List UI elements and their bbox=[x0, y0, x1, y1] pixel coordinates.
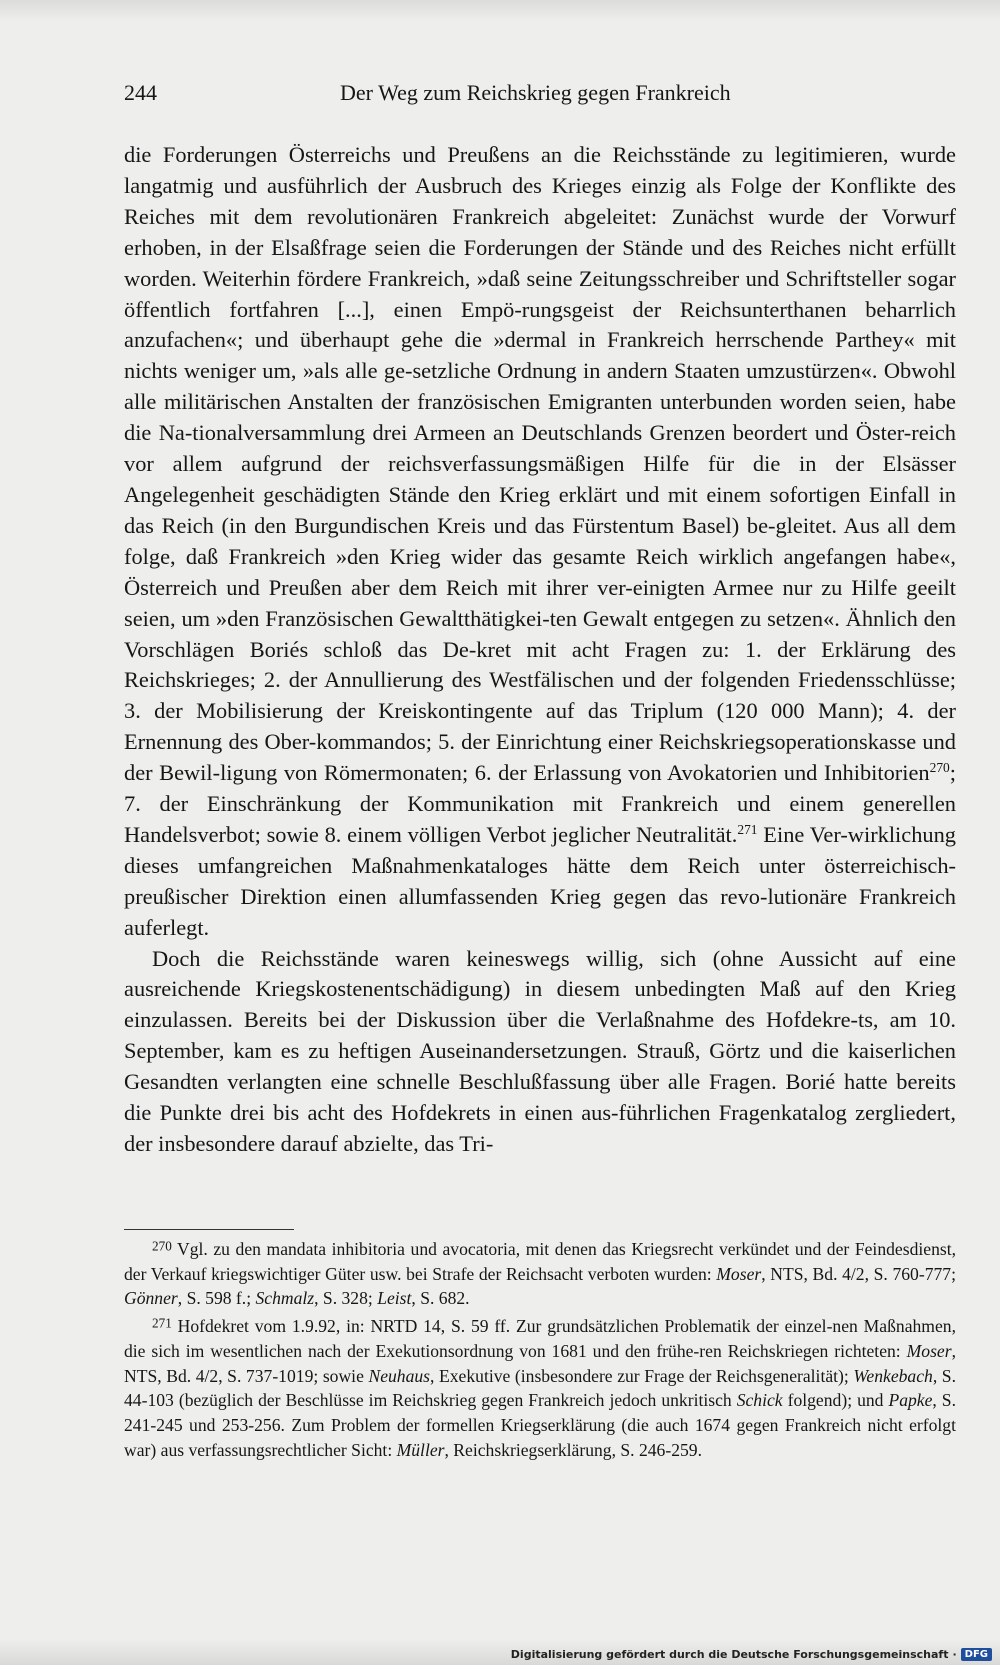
footnote-text: , S. 44-103 (bezüglich der Beschlüsse im Reichskrieg gegen Frankreich jedoch unkritisch bbox=[124, 1365, 956, 1411]
author-name: Neuhaus bbox=[368, 1365, 431, 1386]
footnote-ref-271: 271 bbox=[737, 821, 758, 837]
book-page bbox=[124, 72, 958, 1460]
credit-separator: · bbox=[952, 1648, 957, 1661]
scan-edge-top bbox=[0, 0, 1000, 22]
author-name: Wenkebach bbox=[853, 1365, 933, 1386]
running-title: Der Weg zum Reichskrieg gegen Frankreich bbox=[340, 80, 731, 105]
author-name: Moser bbox=[716, 1263, 762, 1284]
credit-text: Digitalisierung gefördert durch die Deutsche Forschungsgemeinschaft bbox=[510, 1648, 949, 1661]
footnote-number: 270 bbox=[152, 1238, 172, 1254]
footnote-text: , S. 598 f.; bbox=[177, 1288, 256, 1309]
footnote-270 bbox=[124, 1237, 956, 1311]
footnote-text: , S. 682. bbox=[411, 1288, 470, 1309]
footnote-text: , NTS, Bd. 4/2, S. 760-777; bbox=[761, 1263, 956, 1284]
footnote-text: , S. 328; bbox=[314, 1288, 378, 1309]
paragraph-1-text-b: ; 7. der Einschränkung der Kommunikation mit Frankreich und einem generellen Handelsverbot; sowie 8. einem völligen Verbot jeglicher Neutralität. bbox=[124, 760, 956, 847]
footnote-text: , NTS, Bd. 4/2, S. 737-1019; sowie bbox=[124, 1340, 956, 1386]
footnotes bbox=[124, 1237, 956, 1465]
author-name: Papke bbox=[888, 1390, 933, 1411]
footnote-text: , Reichskriegserklärung, S. 246-259. bbox=[444, 1439, 703, 1460]
footnote-text: Vgl. zu den mandata inhibitoria und avocatoria, mit denen das Kriegsrecht verkündet und der Feindesdienst, der Verkauf kriegswichtiger Güter usw. bei Strafe der Reichsacht verboten wurden: bbox=[124, 1239, 956, 1284]
paragraph-1 bbox=[124, 140, 956, 944]
footnote-text: folgend); und bbox=[782, 1390, 889, 1411]
footnote-text: , S. 241-245 und 253-256. Zum Problem der formellen Kriegserklärung (die auch 1674 gegen Frankreich nicht erfolgt war) aus verfassungsrechtlicher Sicht: bbox=[124, 1390, 956, 1460]
footnote-separator bbox=[124, 1229, 294, 1230]
paragraph-2: Doch die Reichsstände waren keineswegs willig, sich (ohne Aussicht auf eine ausreichende Kriegskostenentschädigung) in diesem unbedingten Maß auf den Krieg einzulassen. Bereits bei der Diskussion über die Verlaßnahme des Hofdekre-ts, am 10. September, kam es zu heftigen Auseinandersetzungen. Strauß, Görtz und die kaiserlichen Gesandten verlangten eine schnelle Beschlußfassung über alle Fragen. Borié hatte bereits die Punkte drei bis acht des Hofdekrets in einen aus-führlichen Fragenkatalog zergliedert, der insbesondere darauf abzielte, das Tri- bbox=[124, 945, 956, 1156]
author-name: Gönner bbox=[124, 1288, 178, 1309]
footnote-ref-270: 270 bbox=[929, 760, 950, 776]
footnote-text: , Exekutive (insbesondere zur Frage der Reichsgeneralität); bbox=[430, 1365, 854, 1386]
footnote-text: Hofdekret vom 1.9.92, in: NRTD 14, S. 59 ff. Zur grundsätzlichen Problematik der einzel-nen Maßnahmen, die sich im wesentlichen nach der Exekutionsordnung von 1681 und den frühe-ren Reichskriegen richteten: bbox=[124, 1316, 956, 1361]
paragraph-1-text-a: die Forderungen Österreichs und Preußens an die Reichsstände zu legitimieren, wurde langatmig und ausführlich der Ausbruch des Krieges einzig als Folge der Konflikte des Reiches mit dem revolutionären Frankreich abgeleitet: Zunächst wurde der Vorwurf erhoben, in der Elsaßfrage seien die Forderungen der Stände und des Reiches nicht erfüllt worden. Weiterhin fördere Frankreich, »daß seine Zeitungsschreiber und Schriftsteller sogar öffentlich fortfahren [...], einen Empö-rungsgeist der Reichsunterthanen beharrlich anzufachen«; und überhaupt gehe die »dermal in Frankreich herrschende Parthey« mit nichts weniger um, »als alle ge-setzliche Ordnung in andern Staaten umzustürzen«. Obwohl alle militärischen Anstalten der französischen Emigranten unterbunden worden seien, habe die Na-tionalversammlung drei Armeen an Deutschlands Grenzen beordert und Öster-reich vor allem aufgrund der reichsverfassungsmäßigen Hilfe für die in der Elsässer Angelegenheit geschädigten Stände den Krieg erklärt und mit einem sofortigen Einfall in das Reich (in den Burgundischen Kreis und das Fürstentum Basel) be-gleitet. Aus all dem folge, daß Frankreich »den Krieg wider das gesamte Reich wirklich angefangen habe«, Österreich und Preußen aber dem Reich mit ihrer ver-einigten Armee nur zu Hilfe geeilt seien, um »den Französischen Gewaltthätigkei-ten Gewalt entgegen zu setzen«. Ähnlich den Vorschlägen Boriés schloß das De-kret mit acht Fragen zu: 1. der Erklärung des Reichskrieges; 2. der Annullierung des Westfälischen und der folgenden Friedensschlüsse; 3. der Mobilisierung der Kreiskontingente auf das Triplum (120 000 Mann); 4. der Ernennung des Ober-kommandos; 5. der Einrichtung einer Reichskriegsoperationskasse und der Bewil-ligung von Römermonaten; 6. der Erlassung von Avokatorien und Inhibitorien bbox=[124, 142, 956, 786]
body-text bbox=[124, 140, 956, 1160]
dfg-logo: DFG bbox=[961, 1648, 992, 1661]
author-name: Schmalz bbox=[255, 1288, 315, 1309]
page-number: 244 bbox=[124, 80, 157, 105]
footnote-271 bbox=[124, 1314, 956, 1462]
running-head bbox=[124, 72, 958, 116]
author-name: Müller bbox=[396, 1439, 445, 1460]
footnote-number: 271 bbox=[152, 1315, 172, 1331]
paragraph-1-text-c: Eine Ver-wirklichung dieses umfangreichen Maßnahmenkataloges hätte dem Reich unter österreichisch-preußischer Direktion einen allumfassenden Krieg gegen das revo-lutionäre Frankreich auferlegt. bbox=[124, 821, 957, 940]
author-name: Schick bbox=[736, 1390, 783, 1411]
digitization-credit bbox=[511, 1648, 992, 1661]
author-name: Leist bbox=[377, 1288, 412, 1309]
author-name: Moser bbox=[906, 1340, 952, 1361]
